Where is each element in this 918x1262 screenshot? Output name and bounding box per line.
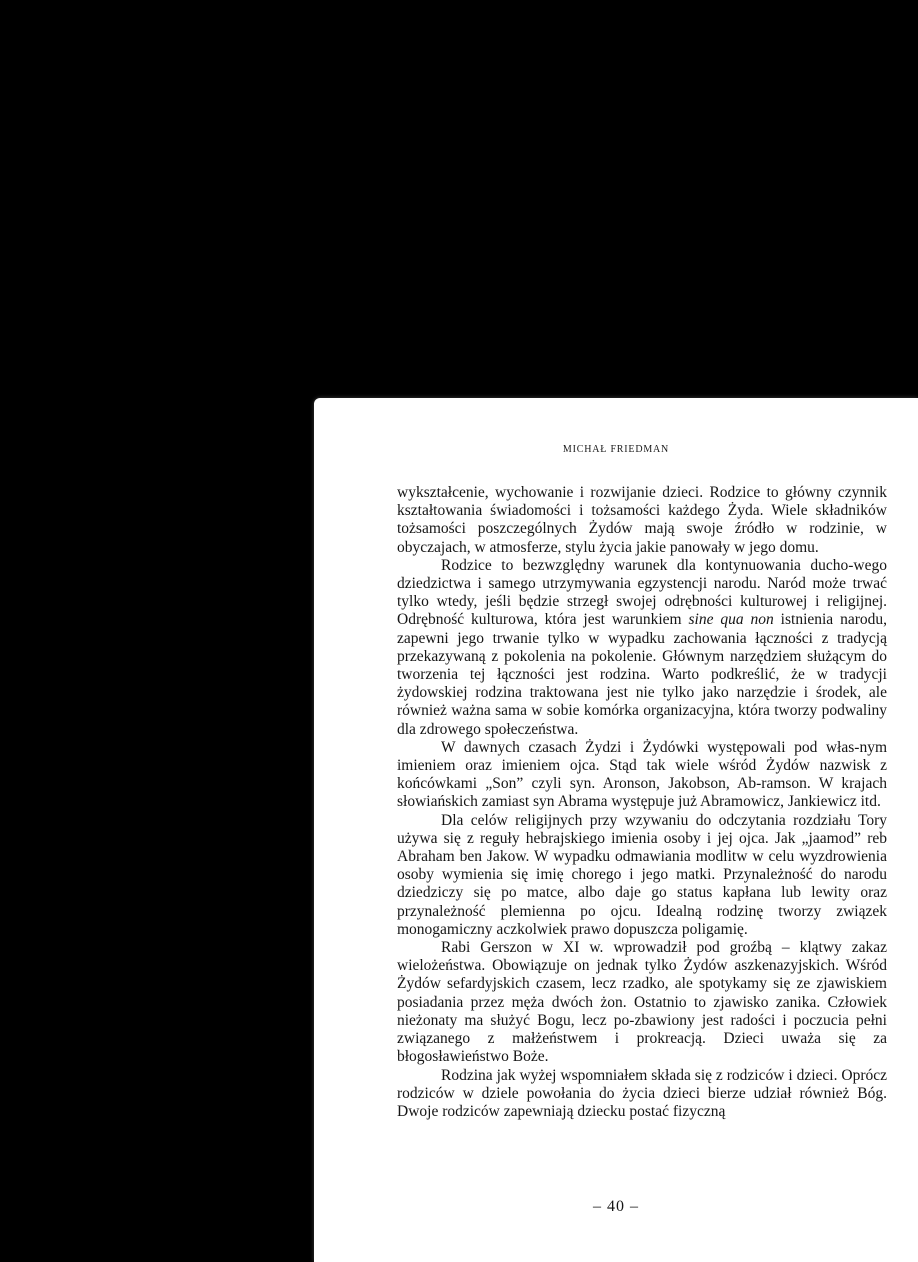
body-text bbox=[397, 484, 887, 1121]
paragraph-2 bbox=[397, 557, 887, 739]
page-number: – 40 – bbox=[593, 1198, 639, 1215]
paragraph-5: Rabi Gerszon w XI w. wprowadził pod groźbą – klątwy zakaz wielożeństwa. Obowiązuje on jednak tylko Żydów aszkenazyjskich. Wśród Żydów sefardyjskich czasem, lecz rzadko, ale spotykamy się ze zjawiskiem posiadania przez męża dwóch żon. Ostatnio to zjawisko zanika. Człowiek nieżonaty ma służyć Bogu, lecz po-zbawiony jest radości i poczucia pełni związanego z małżeństwem i prokreacją. Dzieci uważa się za błogosławieństwo Boże. bbox=[397, 939, 887, 1066]
paragraph-6: Rodzina jak wyżej wspomniałem składa się z rodziców i dzieci. Oprócz rodziców w dziele powołania do życia dzieci bierze udział również Bóg. Dwoje rodziców zapewniają dziecku postać fizyczną bbox=[397, 1066, 887, 1120]
running-head: MICHAŁ FRIEDMAN bbox=[562, 444, 670, 455]
book-page bbox=[314, 398, 918, 1262]
paragraph-1: wykształcenie, wychowanie i rozwijanie dzieci. Rodzice to główny czynnik kształtowania świadomości i tożsamości każdego Żyda. Wiele składników tożsamości poszczególnych Żydów mają swoje źródło w rodzinie, w obyczajach, w atmosferze, stylu życia jakie panowały w jego domu. bbox=[397, 484, 887, 556]
paragraph-2-lead: Rodzice to bezwzględny warunek dla kontynuowania ducho-wego dziedzictwa i samego utrzymywania egzystencji narodu. Naród może trwać tylko wtedy, jeśli będzie strzegł swojej odrębności kulturowej i religijnej. Odrębność kulturowa, która jest warunkiem bbox=[397, 556, 887, 629]
paragraph-3: W dawnych czasach Żydzi i Żydówki występowali pod włas-nym imieniem oraz imieniem ojca. Stąd tak wiele wśród Żydów nazwisk z końcówkami „Son” czyli syn. Aronson, Jakobson, Ab-ramson. W krajach słowiańskich zamiast syn Abrama występuje już Abramowicz, Jankiewicz itd. bbox=[397, 738, 887, 811]
paragraph-2-tail: istnienia narodu, zapewni jego trwanie tylko w wypadku zachowania łączności z tradycją przekazywaną z pokolenia na pokolenie. Głównym narzędziem służącym do tworzenia tej łączności jest rodzina. Warto podkreślić, że w tradycji żydowskiej rodzina traktowana jest nie tylko jako narzędzie i środek, ale również ważna sama w sobie komórka organizacyjna, która tworzy podwaliny dla zdrowego społeczeństwa. bbox=[397, 611, 888, 738]
paragraph-4: Dla celów religijnych przy wzywaniu do odczytania rozdziału Tory używa się z reguły hebrajskiego imienia osoby i jej ojca. Jak „jaamod” reb Abraham ben Jakow. W wypadku odmawiania modlitw w celu wyzdrowienia osoby wymienia się imię chorego i jego matki. Przynależność do narodu dziedziczy się po matce, albo daje go status kapłana lub lewity oraz przynależność plemienna po ojcu. Idealną rodzinę tworzy związek monogamiczny aczkolwiek prawo dopuszcza poligamię. bbox=[397, 811, 887, 938]
latin-phrase: sine qua non bbox=[688, 611, 774, 629]
